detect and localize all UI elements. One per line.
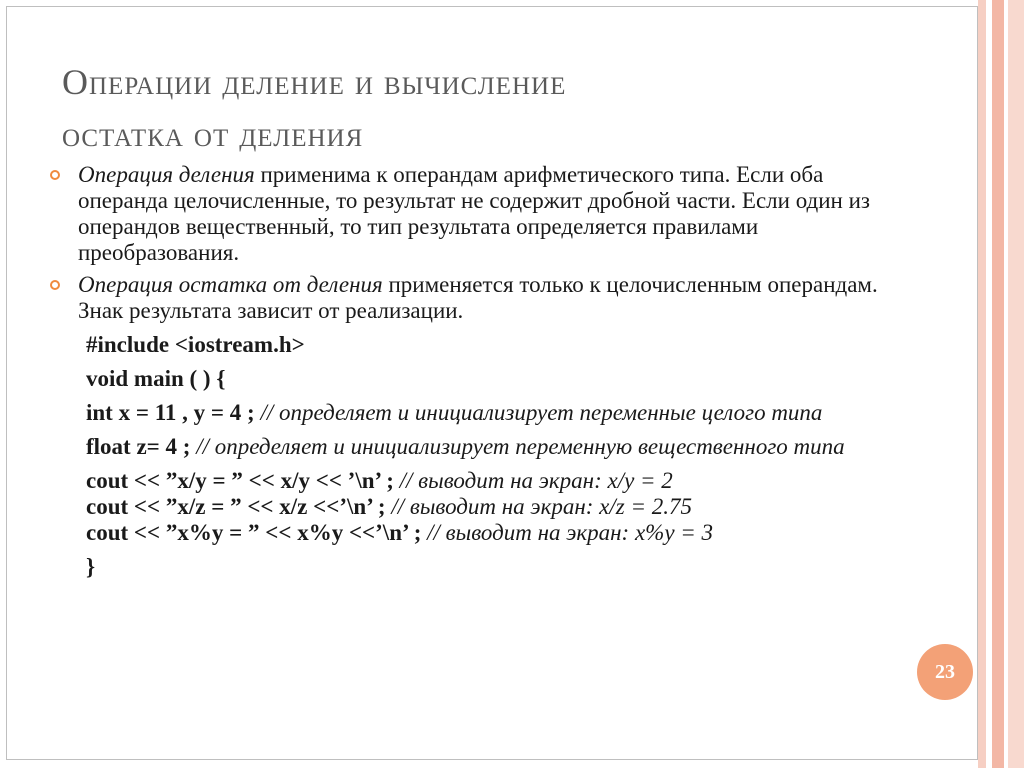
bullet-circle-icon xyxy=(50,170,60,180)
code-cout2-comment: // выводит на экран: x/z = 2.75 xyxy=(391,494,692,519)
bullet-body: применима к операндам арифметического типа. Если оба операнда целочисленные, то результат не содержит дробной части. Если один из операндов вещественный, то тип результата определяется правилами преобразования. xyxy=(78,162,870,265)
code-cout1-line xyxy=(86,468,904,494)
code-main: void main ( ) { xyxy=(86,366,226,391)
code-cout3: cout << ”x%y = ” << x%y <<’\n’ ; xyxy=(86,520,428,545)
code-cout2: cout << ”x/z = ” << x/z <<’\n’ ; xyxy=(86,494,392,519)
code-close: } xyxy=(86,554,96,579)
code-float-comment: // определяет и инициализирует переменную вещественного типа xyxy=(196,434,845,459)
bullet-term: Операция остатка от деления xyxy=(78,272,383,297)
code-float-line xyxy=(86,434,904,460)
bullet-text xyxy=(78,272,904,324)
title-line-2: остатка от деления xyxy=(62,114,364,154)
code-cout1: cout << ”x/y = ” << x/y << ’\n’ ; xyxy=(86,468,400,493)
slide-content xyxy=(44,162,904,580)
title-line-1: Операции деление и вычисление xyxy=(62,62,567,102)
code-include: #include <iostream.h> xyxy=(86,332,305,357)
decorative-stripes xyxy=(978,0,1024,768)
code-cout3-line xyxy=(86,520,904,546)
code-cout1-comment: // выводит на экран: x/y = 2 xyxy=(399,468,673,493)
bullet-term: Операция деления xyxy=(78,162,255,187)
bullet-division xyxy=(44,162,904,266)
code-cout3-comment: // выводит на экран: x%y = 3 xyxy=(427,520,714,545)
page-number-badge: 23 xyxy=(917,644,973,700)
slide-title xyxy=(62,56,942,160)
code-int-line xyxy=(86,400,904,426)
code-cout2-line xyxy=(86,494,904,520)
bullet-body: применяется только к целочисленным операндам. Знак результата зависит от реализации. xyxy=(78,272,878,323)
code-block xyxy=(86,332,904,580)
code-float: float z= 4 ; xyxy=(86,434,197,459)
code-int: int x = 11 , y = 4 ; xyxy=(86,400,261,425)
bullet-circle-icon xyxy=(50,280,60,290)
code-int-comment: // определяет и инициализирует переменные целого типа xyxy=(260,400,823,425)
bullet-remainder xyxy=(44,272,904,324)
bullet-text xyxy=(78,162,904,266)
